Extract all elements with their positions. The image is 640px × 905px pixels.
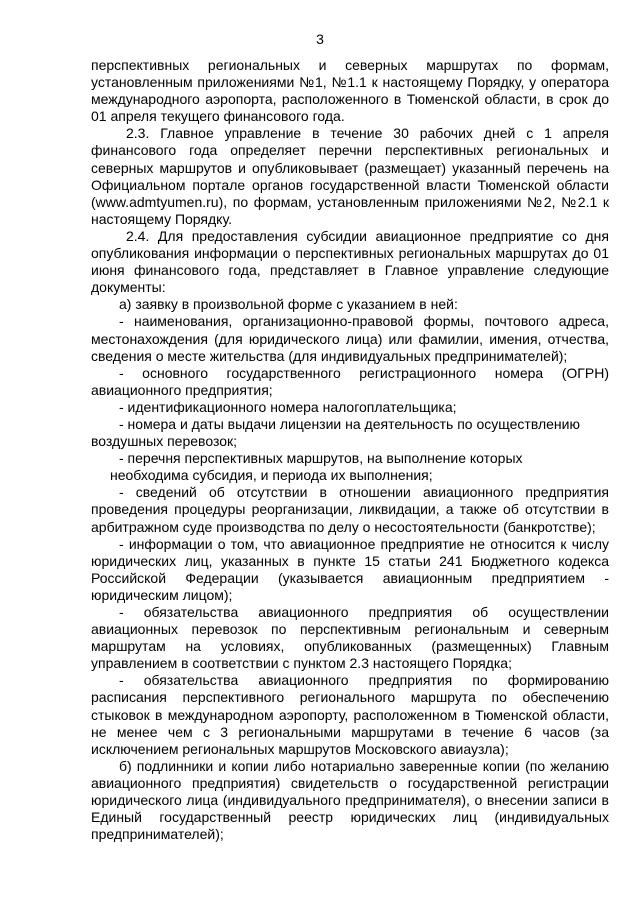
text-line: расписания перспективного регионального маршрута по обеспечению bbox=[91, 689, 609, 706]
text-line: - номера и даты выдачи лицензии на деятельность по осуществлению bbox=[119, 415, 580, 432]
text-line: 2.3. Главное управление в течение 30 рабочих дней с 1 апреля bbox=[126, 125, 609, 142]
text-line: Российской Федерации (указывается авиационным предприятием - bbox=[91, 569, 609, 586]
text-line: а) заявку в произвольной форме с указанием в ней: bbox=[119, 296, 458, 313]
text-line: - обязательства авиационного предприятия по формированию bbox=[119, 672, 609, 689]
text-line: июня финансового года, представляет в Главное управление следующие bbox=[91, 262, 609, 279]
text-line: сведения о месте жительства (для индивидуальных предпринимателей); bbox=[91, 347, 568, 364]
text-line: авиационного предприятия) свидетельств о государственной регистрации bbox=[91, 774, 609, 791]
page-number: 3 bbox=[316, 31, 324, 47]
text-line: необходима субсидия, и периода их выполнения; bbox=[110, 467, 433, 484]
text-line: арбитражном суде производства по делу о несостоятельности (банкротстве); bbox=[91, 518, 596, 535]
text-line: - наименования, организационно-правовой формы, почтового адреса, bbox=[119, 313, 609, 330]
text-line: - сведений об отсутствии в отношении авиационного предприятия bbox=[119, 484, 609, 501]
text-line: - идентификационного номера налогоплательщика; bbox=[119, 398, 457, 415]
text-line: стыковок в международном аэропорту, расположенном в Тюменской области, bbox=[91, 706, 609, 723]
text-line: воздушных перевозок; bbox=[91, 433, 238, 450]
text-line: - перечня перспективных маршрутов, на выполнение которых bbox=[119, 450, 523, 467]
text-line: 01 апреля текущего финансового года. bbox=[91, 108, 345, 125]
text-line: предпринимателей); bbox=[91, 826, 224, 843]
text-line: международного аэропорта, расположенного в Тюменской области, в срок до bbox=[91, 91, 609, 108]
text-line: настоящему Порядку. bbox=[91, 210, 232, 227]
text-line: авиационных перевозок по перспективным региональным и северным bbox=[91, 621, 609, 638]
text-line: не менее чем с 3 региональными маршрутами в течение 6 часов (за bbox=[91, 723, 609, 740]
text-line: документы: bbox=[91, 279, 166, 296]
text-line: Официальном портале органов государственной власти Тюменской области bbox=[91, 176, 609, 193]
text-line: юридическим лицом); bbox=[91, 586, 233, 603]
text-line: - обязательства авиационного предприятия об осуществлении bbox=[119, 604, 609, 620]
text-line: Единый государственный реестр юридических лиц (индивидуальных bbox=[91, 809, 609, 826]
text-line: опубликования информации о перспективных региональных маршрутах до 01 bbox=[91, 245, 609, 262]
text-line: (www.admtyumen.ru), по формам, установленным приложениями №2, №2.1 к bbox=[91, 193, 609, 210]
text-line: маршрутам на условиях, опубликованных (размещенных) Главным bbox=[91, 638, 609, 655]
text-line: перспективных региональных и северных маршрутах по формам, bbox=[91, 57, 609, 73]
text-line: местонахождения (для юридического лица) или фамилии, имения, отчества, bbox=[91, 330, 609, 347]
text-line: установленным приложениями №1, №1.1 к настоящему Порядку, у оператора bbox=[91, 74, 609, 91]
text-line: юридического лица (индивидуального предпринимателя), о внесении записи в bbox=[91, 792, 609, 809]
text-line: авиационного предприятия; bbox=[91, 381, 273, 398]
document-body bbox=[91, 57, 609, 843]
text-line: северных маршрутов и опубликовывает (размещает) указанный перечень на bbox=[91, 159, 609, 176]
text-line: управлением в соответствии с пунктом 2.3 настоящего Порядка; bbox=[91, 655, 512, 672]
text-line: юридических лиц, указанных в пункте 15 статьи 241 Бюджетного кодекса bbox=[91, 552, 609, 569]
text-line: финансового года определяет перечни перспективных региональных и bbox=[91, 142, 609, 159]
text-line: - основного государственного регистрационного номера (ОГРН) bbox=[119, 364, 609, 381]
text-line: исключением региональных маршрутов Московского авиаузла); bbox=[91, 740, 509, 757]
text-line: проведения процедуры реорганизации, ликвидации, а также об отсутствии в bbox=[91, 501, 609, 518]
text-line: 2.4. Для предоставления субсидии авиационное предприятие со дня bbox=[126, 227, 609, 244]
text-line: - информации о том, что авиационное предприятие не относится к числу bbox=[119, 535, 609, 552]
text-line: б) подлинники и копии либо нотариально заверенные копии (по желанию bbox=[119, 757, 609, 774]
